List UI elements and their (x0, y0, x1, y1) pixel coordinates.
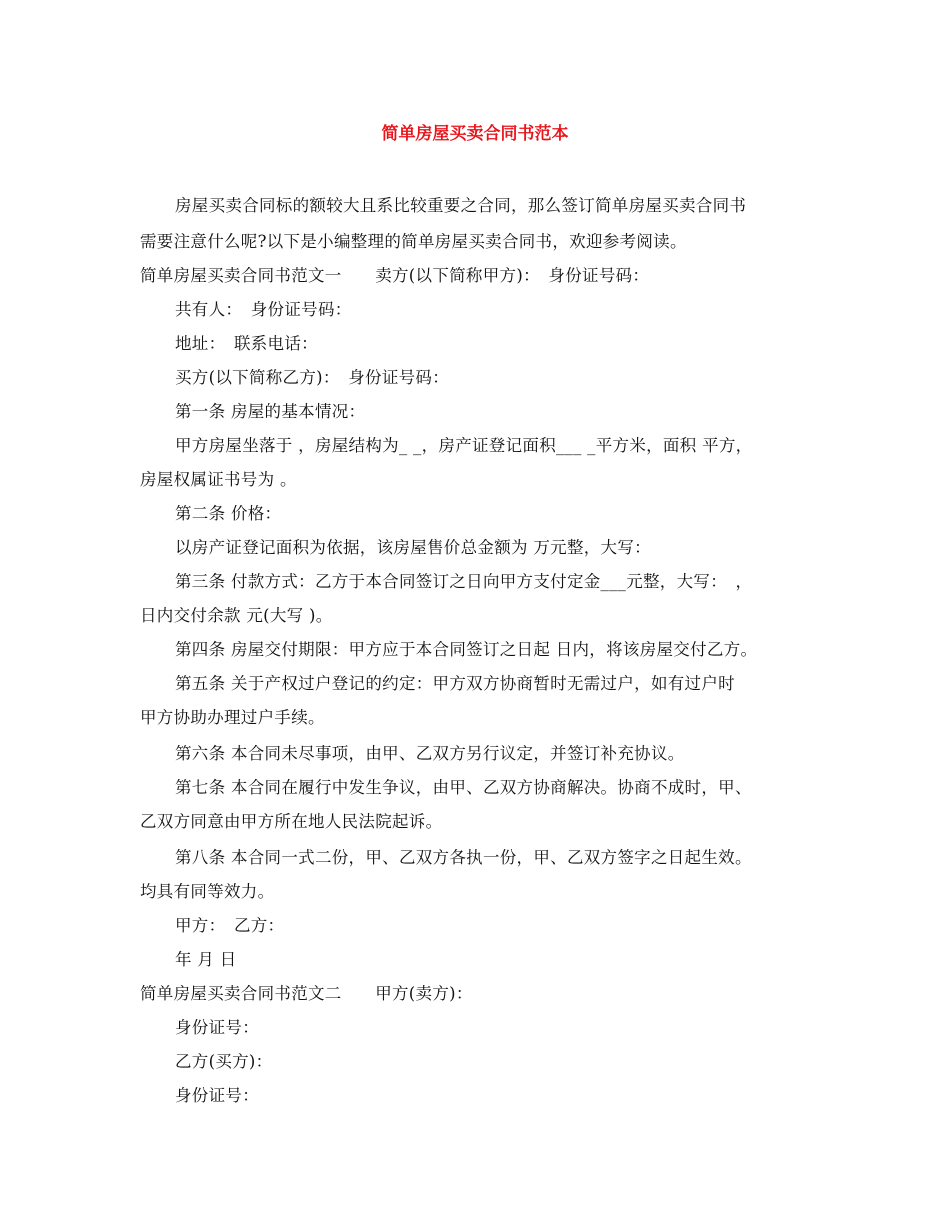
sample-two-heading: 简单房屋买卖合同书范文二 甲方(卖方)： (140, 984, 473, 1003)
co-owner-line: 共有人： 身份证号码： (175, 300, 352, 319)
date-line: 年 月 日 (175, 950, 237, 969)
intro-line-1: 房屋买卖合同标的额较大且系比较重要之合同，那么签订简单房屋买卖合同书 (175, 196, 747, 215)
sample-one-heading: 简单房屋买卖合同书范文一 卖方(以下简称甲方)： 身份证号码： (140, 266, 650, 285)
buyer-line: 买方(以下简称乙方)： 身份证号码： (175, 368, 450, 387)
buyer-party-line: 乙方(买方)： (175, 1052, 273, 1071)
article-4-line: 第四条 房屋交付期限：甲方应于本合同签订之日起 日内，将该房屋交付乙方。 (175, 640, 758, 659)
document-title: 简单房屋买卖合同书范本 (381, 124, 569, 144)
article-1-heading: 第一条 房屋的基本情况： (175, 402, 366, 421)
seller-id-line: 身份证号： (175, 1018, 259, 1037)
article-7-line-2: 乙双方同意由甲方所在地人民法院起诉。 (140, 812, 443, 831)
article-5-line-1: 第五条 关于产权过户登记的约定：甲方双方协商暂时无需过户，如有过户时 (175, 674, 735, 693)
article-2-heading: 第二条 价格： (175, 504, 282, 523)
article-5-line-2: 甲方协助办理过户手续。 (140, 708, 325, 727)
article-7-line-1: 第七条 本合同在履行中发生争议，由甲、乙双方协商解决。协商不成时，甲、 (175, 778, 752, 797)
intro-line-2: 需要注意什么呢?以下是小编整理的简单房屋买卖合同书，欢迎参考阅读。 (140, 232, 687, 251)
article-6-line: 第六条 本合同未尽事项，由甲、乙双方另行议定，并签订补充协议。 (175, 744, 685, 763)
article-1-line-2: 房屋权属证书号为 。 (140, 470, 297, 489)
article-3-line-1: 第三条 付款方式：乙方于本合同签订之日向甲方支付定金___元整，大写： ， (175, 572, 753, 591)
article-3-line-2: 日内交付余款 元(大写 )。 (140, 606, 333, 625)
buyer-id-line: 身份证号： (175, 1086, 259, 1105)
article-8-line-2: 均具有同等效力。 (140, 882, 275, 901)
address-line: 地址： 联系电话： (175, 334, 318, 353)
article-8-line-1: 第八条 本合同一式二份，甲、乙双方各执一份，甲、乙双方签字之日起生效。 (175, 848, 752, 867)
signature-line: 甲方： 乙方： (175, 916, 285, 935)
article-2-line: 以房产证登记面积为依据，该房屋售价总金额为 万元整，大写： (175, 538, 651, 557)
article-1-line-1: 甲方房屋坐落于 ，房屋结构为_ _，房产证登记面积___ _平方米，面积 平方， (175, 436, 753, 455)
